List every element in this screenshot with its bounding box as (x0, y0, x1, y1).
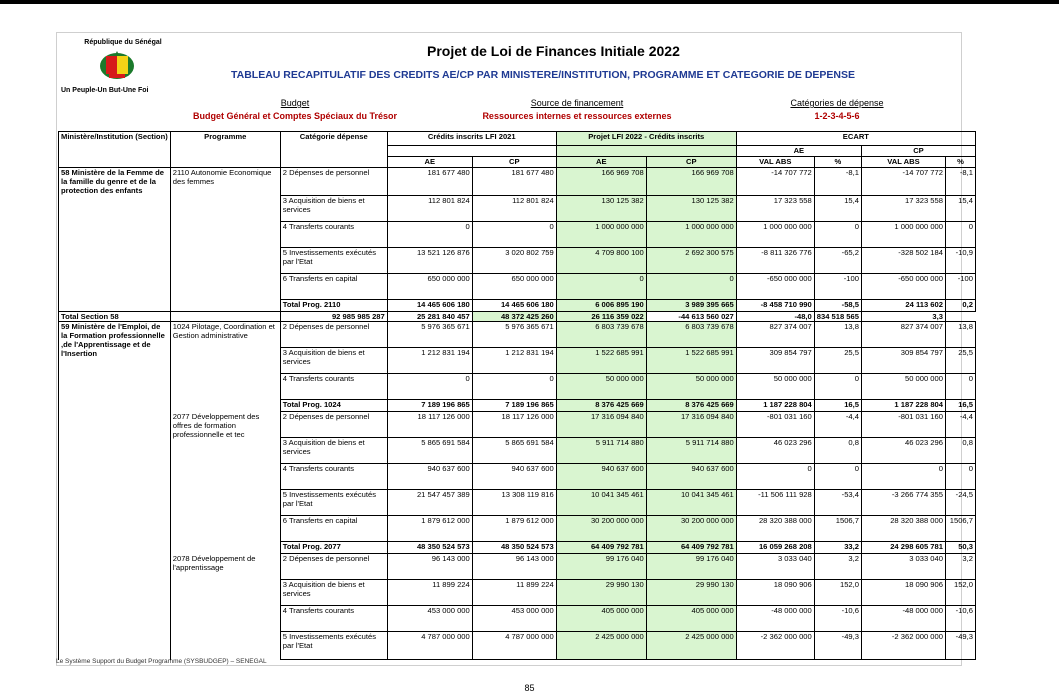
col-ae-valabs: VAL ABS (736, 157, 814, 168)
footer-text: Le Système Support du Budget Programme (SYSBUDGEP) – SENEGAL (56, 658, 267, 665)
ae-2021-cell: 0 (387, 374, 472, 400)
category-cell (170, 312, 280, 322)
ecart-cp-pct-cell: 16,5 (945, 400, 975, 412)
ecart-cp-pct-cell: 25,5 (945, 348, 975, 374)
ecart-cp-pct-cell: 0 (945, 374, 975, 400)
ecart-cp-valabs-cell: 827 374 007 (861, 322, 945, 348)
col-ae21: AE (387, 157, 472, 168)
cp-2021-cell: 13 308 119 816 (472, 490, 556, 516)
cp-2022-cell: 8 376 425 669 (646, 400, 736, 412)
cp-2021-cell: 650 000 000 (472, 274, 556, 300)
col-programme: Programme (170, 132, 280, 168)
table-body (59, 168, 976, 660)
section-total-row (59, 312, 976, 322)
ae-2022-cell: 8 376 425 669 (556, 400, 646, 412)
source-value: Ressources internes et ressources externes (482, 111, 672, 121)
ecart-ae-pct-cell: 25,5 (814, 348, 861, 374)
cp-2021-cell: 25 281 840 457 (387, 312, 472, 322)
page-subtitle: TABLEAU RECAPITULATIF DES CREDITS AE/CP PAR MINISTERE/INSTITUTION, PROGRAMME ET CATEGORIE DE DEPENSE (231, 69, 856, 81)
ecart-ae-valabs-cell: -11 506 111 928 (736, 490, 814, 516)
table-row (59, 322, 976, 348)
col-lfi2022: Projet LFI 2022 - Crédits inscrits (556, 132, 736, 146)
ae-2022-cell: 48 372 425 260 (472, 312, 556, 322)
table-row (59, 554, 976, 580)
ecart-ae-pct-cell: -100 (814, 274, 861, 300)
category-cell: Total Prog. 2077 (280, 542, 387, 554)
cp-2022-cell: 130 125 382 (646, 196, 736, 222)
ecart-ae-pct-cell: 152,0 (814, 580, 861, 606)
ae-2022-cell: 5 911 714 880 (556, 438, 646, 464)
ae-2021-cell: 13 521 126 876 (387, 248, 472, 274)
ae-2022-cell: 10 041 345 461 (556, 490, 646, 516)
cp-2021-cell: 112 801 824 (472, 196, 556, 222)
ecart-ae-valabs-cell: 28 320 388 000 (736, 516, 814, 542)
section-cell: 58 Ministère de la Femme de la famille du genre et de la protection des enfants (59, 168, 171, 312)
ae-2022-cell: 166 969 708 (556, 168, 646, 196)
ecart-ae-valabs-cell: 3 033 040 (736, 554, 814, 580)
ecart-ae-pct-cell: 0 (814, 374, 861, 400)
ecart-cp-pct-cell: 0,2 (945, 300, 975, 312)
programme-cell: 2110 Autonomie Economique des femmes (170, 168, 280, 312)
source-label: Source de financement (530, 98, 624, 108)
top-border (0, 0, 1059, 4)
ae-2022-cell: 130 125 382 (556, 196, 646, 222)
ecart-ae-pct-cell: -65,2 (814, 248, 861, 274)
ecart-ae-pct-cell: 3,2 (814, 554, 861, 580)
cp-2022-cell: 30 200 000 000 (646, 516, 736, 542)
ecart-ae-pct-cell: 1506,7 (814, 516, 861, 542)
ecart-cp-valabs-cell: 46 023 296 (861, 438, 945, 464)
ecart-cp-valabs-cell: 3 033 040 (861, 554, 945, 580)
ecart-ae-valabs-cell: 50 000 000 (736, 374, 814, 400)
ecart-ae-pct-cell: 33,2 (814, 542, 861, 554)
ae-2022-cell: 50 000 000 (556, 374, 646, 400)
cp-2022-cell: 6 803 739 678 (646, 322, 736, 348)
cp-2022-cell: 29 990 130 (646, 580, 736, 606)
ecart-cp-pct-cell: -8,1 (945, 168, 975, 196)
ae-2022-cell: 99 176 040 (556, 554, 646, 580)
ae-2021-cell: 11 899 224 (387, 580, 472, 606)
category-cell: 4 Transferts courants (280, 222, 387, 248)
cp-2022-cell: 1 522 685 991 (646, 348, 736, 374)
ecart-cp-valabs-cell: -14 707 772 (861, 168, 945, 196)
table-row (59, 412, 976, 438)
cp-2022-cell: 99 176 040 (646, 554, 736, 580)
cp-2021-cell: 1 879 612 000 (472, 516, 556, 542)
ecart-ae-pct-cell: 0 (814, 222, 861, 248)
ecart-cp-pct-cell: -24,5 (945, 490, 975, 516)
col-cp-pct: % (945, 157, 975, 168)
header-left (63, 39, 183, 46)
cp-2021-cell: 7 189 196 865 (472, 400, 556, 412)
category-cell: 2 Dépenses de personnel (280, 554, 387, 580)
programme-cell: 1024 Pilotage, Coordination et Gestion administrative (170, 322, 280, 412)
cp-2022-cell: 0 (646, 274, 736, 300)
category-meta (757, 98, 917, 121)
ecart-ae-valabs-cell: 16 059 268 208 (736, 542, 814, 554)
col-ecart: ECART (736, 132, 975, 146)
ae-2022-cell: 17 316 094 840 (556, 412, 646, 438)
ae-2021-cell: 5 976 365 671 (387, 322, 472, 348)
ecart-cp-valabs-cell: 309 854 797 (861, 348, 945, 374)
ae-2022-cell: 2 425 000 000 (556, 632, 646, 660)
col-cp-valabs: VAL ABS (861, 157, 945, 168)
ecart-ae-valabs-cell: -14 707 772 (736, 168, 814, 196)
col-cp21: CP (472, 157, 556, 168)
ae-2021-cell: 0 (387, 222, 472, 248)
ecart-cp-pct-cell: -4,4 (945, 412, 975, 438)
ecart-ae-valabs-cell: -8 811 326 776 (736, 248, 814, 274)
ecart-cp-valabs-cell: 24 113 602 (861, 300, 945, 312)
ecart-ae-pct-cell: 0,8 (814, 438, 861, 464)
cp-2022-cell: 50 000 000 (646, 374, 736, 400)
col-ecart-ae: AE (736, 146, 861, 157)
ecart-ae-pct-cell: -53,4 (814, 490, 861, 516)
category-cell: 6 Transferts en capital (280, 274, 387, 300)
ecart-cp-valabs-cell: -801 031 160 (861, 412, 945, 438)
ecart-ae-pct-cell: 0 (814, 464, 861, 490)
programme-cell: 2077 Développement des offres de formation professionnelle et tec (170, 412, 280, 554)
ae-2021-cell: 940 637 600 (387, 464, 472, 490)
cp-2022-cell: 64 409 792 781 (646, 542, 736, 554)
ae-2022-cell: 29 990 130 (556, 580, 646, 606)
cp-2021-cell: 4 787 000 000 (472, 632, 556, 660)
ecart-cp-valabs-cell: 24 298 605 781 (861, 542, 945, 554)
category-cell: 3 Acquisition de biens et services (280, 580, 387, 606)
ae-2021-cell: 112 801 824 (387, 196, 472, 222)
ae-2021-cell: 181 677 480 (387, 168, 472, 196)
col-cp22: CP (646, 157, 736, 168)
ae-2021-cell: 18 117 126 000 (387, 412, 472, 438)
cp-2021-cell: 96 143 000 (472, 554, 556, 580)
ecart-ae-valabs-cell: -48 000 000 (736, 606, 814, 632)
cp-2021-cell: 3 020 802 759 (472, 248, 556, 274)
page-title: Projet de Loi de Finances Initiale 2022 (427, 43, 680, 59)
ae-2021-cell: 5 865 691 584 (387, 438, 472, 464)
ecart-cp-pct-cell: 3,2 (945, 554, 975, 580)
category-cell: Total Prog. 2110 (280, 300, 387, 312)
category-cell: 3 Acquisition de biens et services (280, 438, 387, 464)
ecart-ae-valabs-cell: 0 (736, 464, 814, 490)
ae-2021-cell: 453 000 000 (387, 606, 472, 632)
category-cell: 2 Dépenses de personnel (280, 322, 387, 348)
ae-2021-cell: 14 465 606 180 (387, 300, 472, 312)
ecart-ae-valabs-cell: -801 031 160 (736, 412, 814, 438)
cp-2022-cell: 166 969 708 (646, 168, 736, 196)
ecart-cp-valabs-cell: 1 000 000 000 (861, 222, 945, 248)
ae-2021-cell: 92 985 985 287 (280, 312, 387, 322)
ae-2021-cell: 1 212 831 194 (387, 348, 472, 374)
col-lfi2021: Crédits inscrits LFI 2021 (387, 132, 556, 146)
category-cell: 5 Investissements exécutés par l'Etat (280, 248, 387, 274)
ecart-cp-valabs-cell: -328 502 184 (861, 248, 945, 274)
cp-2022-cell: 17 316 094 840 (646, 412, 736, 438)
cp-2022-cell: 405 000 000 (646, 606, 736, 632)
ae-2022-cell: 405 000 000 (556, 606, 646, 632)
ecart-cp-pct-cell: -100 (945, 274, 975, 300)
col-ae-pct: % (814, 157, 861, 168)
cp-2021-cell: 1 212 831 194 (472, 348, 556, 374)
category-cell: 4 Transferts courants (280, 374, 387, 400)
ecart-ae-valabs-cell: -2 362 000 000 (736, 632, 814, 660)
ecart-ae-valabs-cell: 18 090 906 (736, 580, 814, 606)
ecart-ae-valabs-cell: 309 854 797 (736, 348, 814, 374)
col-categorie: Catégorie dépense (280, 132, 387, 168)
cp-2021-cell: 11 899 224 (472, 580, 556, 606)
cp-2021-cell: 5 976 365 671 (472, 322, 556, 348)
ae-2022-cell: 6 803 739 678 (556, 322, 646, 348)
ecart-cp-pct-cell: 0 (945, 464, 975, 490)
category-cell: 4 Transferts courants (280, 464, 387, 490)
ae-2021-cell: 96 143 000 (387, 554, 472, 580)
col-ministere: Ministère/Institution (Section) (59, 132, 171, 168)
ae-2022-cell: 1 000 000 000 (556, 222, 646, 248)
category-label: Catégories de dépense (790, 98, 884, 108)
ecart-cp-valabs-cell: -48 000 000 (861, 606, 945, 632)
ecart-cp-pct-cell: 1506,7 (945, 516, 975, 542)
coat-of-arms-icon (97, 47, 137, 81)
category-cell: 2 Dépenses de personnel (280, 168, 387, 196)
ae-2022-cell: 0 (556, 274, 646, 300)
ecart-ae-valabs-cell: -650 000 000 (736, 274, 814, 300)
cp-2022-cell: 10 041 345 461 (646, 490, 736, 516)
cp-2021-cell: 14 465 606 180 (472, 300, 556, 312)
col-lfi2022-spacer (556, 146, 736, 157)
ecart-ae-valabs-cell: -8 458 710 990 (736, 300, 814, 312)
ecart-cp-valabs-cell: -2 362 000 000 (861, 632, 945, 660)
ecart-ae-pct-cell: 15,4 (814, 196, 861, 222)
ecart-cp-valabs-cell: 834 518 565 (814, 312, 861, 322)
category-value: 1-2-3-4-5-6 (814, 111, 860, 121)
col-lfi2021-spacer (387, 146, 556, 157)
cp-2022-cell: 940 637 600 (646, 464, 736, 490)
ecart-cp-valabs-cell: -650 000 000 (861, 274, 945, 300)
ecart-ae-valabs-cell: 1 187 228 804 (736, 400, 814, 412)
col-ae22: AE (556, 157, 646, 168)
ae-2021-cell: 650 000 000 (387, 274, 472, 300)
ecart-cp-valabs-cell: 1 187 228 804 (861, 400, 945, 412)
source-meta (457, 98, 697, 121)
ae-2021-cell: 21 547 457 389 (387, 490, 472, 516)
cp-2022-cell: 3 989 395 665 (646, 300, 736, 312)
cp-2022-cell: 1 000 000 000 (646, 222, 736, 248)
ae-2022-cell: 1 522 685 991 (556, 348, 646, 374)
ecart-ae-valabs-cell: -44 613 560 027 (646, 312, 736, 322)
ecart-ae-pct-cell: 13,8 (814, 322, 861, 348)
credits-table (58, 131, 976, 660)
category-cell: 6 Transferts en capital (280, 516, 387, 542)
ae-2022-cell: 940 637 600 (556, 464, 646, 490)
budget-meta (175, 98, 415, 121)
ecart-cp-valabs-cell: 17 323 558 (861, 196, 945, 222)
ae-2021-cell: 1 879 612 000 (387, 516, 472, 542)
category-cell: 3 Acquisition de biens et services (280, 348, 387, 374)
cp-2022-cell: 2 692 300 575 (646, 248, 736, 274)
ecart-ae-valabs-cell: 1 000 000 000 (736, 222, 814, 248)
ecart-cp-valabs-cell: 0 (861, 464, 945, 490)
ecart-cp-pct-cell: 0 (945, 222, 975, 248)
ecart-ae-pct-cell: -49,3 (814, 632, 861, 660)
programme-cell: 2078 Développement de l'apprentissage (170, 554, 280, 660)
ae-2022-cell: 64 409 792 781 (556, 542, 646, 554)
cp-2022-cell: 26 116 359 022 (556, 312, 646, 322)
cp-2022-cell: 5 911 714 880 (646, 438, 736, 464)
category-cell: 5 Investissements exécutés par l'Etat (280, 632, 387, 660)
ae-2022-cell: 30 200 000 000 (556, 516, 646, 542)
republic-label: République du Sénégal (84, 39, 162, 46)
cp-2021-cell: 940 637 600 (472, 464, 556, 490)
ecart-cp-pct-cell: 13,8 (945, 322, 975, 348)
ae-2022-cell: 6 006 895 190 (556, 300, 646, 312)
cp-2021-cell: 0 (472, 222, 556, 248)
cp-2021-cell: 18 117 126 000 (472, 412, 556, 438)
budget-label: Budget (280, 98, 310, 108)
ecart-cp-valabs-cell: 28 320 388 000 (861, 516, 945, 542)
section-cell: 59 Ministère de l'Emploi, de la Formation professionnelle ,de l'Apprentissage et de l'Insertion (59, 322, 171, 660)
category-cell: 4 Transferts courants (280, 606, 387, 632)
col-ecart-cp: CP (861, 146, 975, 157)
ae-2021-cell: 48 350 524 573 (387, 542, 472, 554)
budget-value: Budget Général et Comptes Spéciaux du Trésor (192, 111, 398, 121)
ecart-cp-valabs-cell: 50 000 000 (861, 374, 945, 400)
ecart-ae-valabs-cell: 827 374 007 (736, 322, 814, 348)
ecart-cp-pct-cell: 50,3 (945, 542, 975, 554)
ecart-cp-pct-cell: 15,4 (945, 196, 975, 222)
cp-2021-cell: 0 (472, 374, 556, 400)
motto: Un Peuple-Un But-Une Foi (61, 87, 149, 94)
ae-2022-cell: 4 709 800 100 (556, 248, 646, 274)
ecart-cp-pct-cell: 152,0 (945, 580, 975, 606)
ecart-ae-valabs-cell: 46 023 296 (736, 438, 814, 464)
ecart-ae-pct-cell: -48,0 (736, 312, 814, 322)
ecart-ae-pct-cell: -58,5 (814, 300, 861, 312)
table-row (59, 168, 976, 196)
ecart-ae-pct-cell: -10,6 (814, 606, 861, 632)
ecart-ae-pct-cell: 16,5 (814, 400, 861, 412)
ae-2021-cell: 7 189 196 865 (387, 400, 472, 412)
page-number: 85 (524, 683, 535, 693)
category-cell: 2 Dépenses de personnel (280, 412, 387, 438)
ecart-ae-pct-cell: -4,4 (814, 412, 861, 438)
ecart-cp-pct-cell: -10,6 (945, 606, 975, 632)
cp-2021-cell: 48 350 524 573 (472, 542, 556, 554)
cp-2021-cell: 453 000 000 (472, 606, 556, 632)
ecart-cp-valabs-cell: 18 090 906 (861, 580, 945, 606)
category-cell: 3 Acquisition de biens et services (280, 196, 387, 222)
section-total-label: Total Section 58 (59, 312, 171, 322)
ecart-ae-pct-cell: -8,1 (814, 168, 861, 196)
ae-2021-cell: 4 787 000 000 (387, 632, 472, 660)
cp-2021-cell: 181 677 480 (472, 168, 556, 196)
ecart-cp-valabs-cell: -3 266 774 355 (861, 490, 945, 516)
category-cell: 5 Investissements exécutés par l'Etat (280, 490, 387, 516)
ecart-cp-pct-cell: -49,3 (945, 632, 975, 660)
ecart-cp-pct-cell: -10,9 (945, 248, 975, 274)
ecart-cp-pct-cell: 0,8 (945, 438, 975, 464)
category-cell: Total Prog. 1024 (280, 400, 387, 412)
cp-2021-cell: 5 865 691 584 (472, 438, 556, 464)
ecart-cp-pct-cell: 3,3 (861, 312, 945, 322)
cp-2022-cell: 2 425 000 000 (646, 632, 736, 660)
ecart-ae-valabs-cell: 17 323 558 (736, 196, 814, 222)
